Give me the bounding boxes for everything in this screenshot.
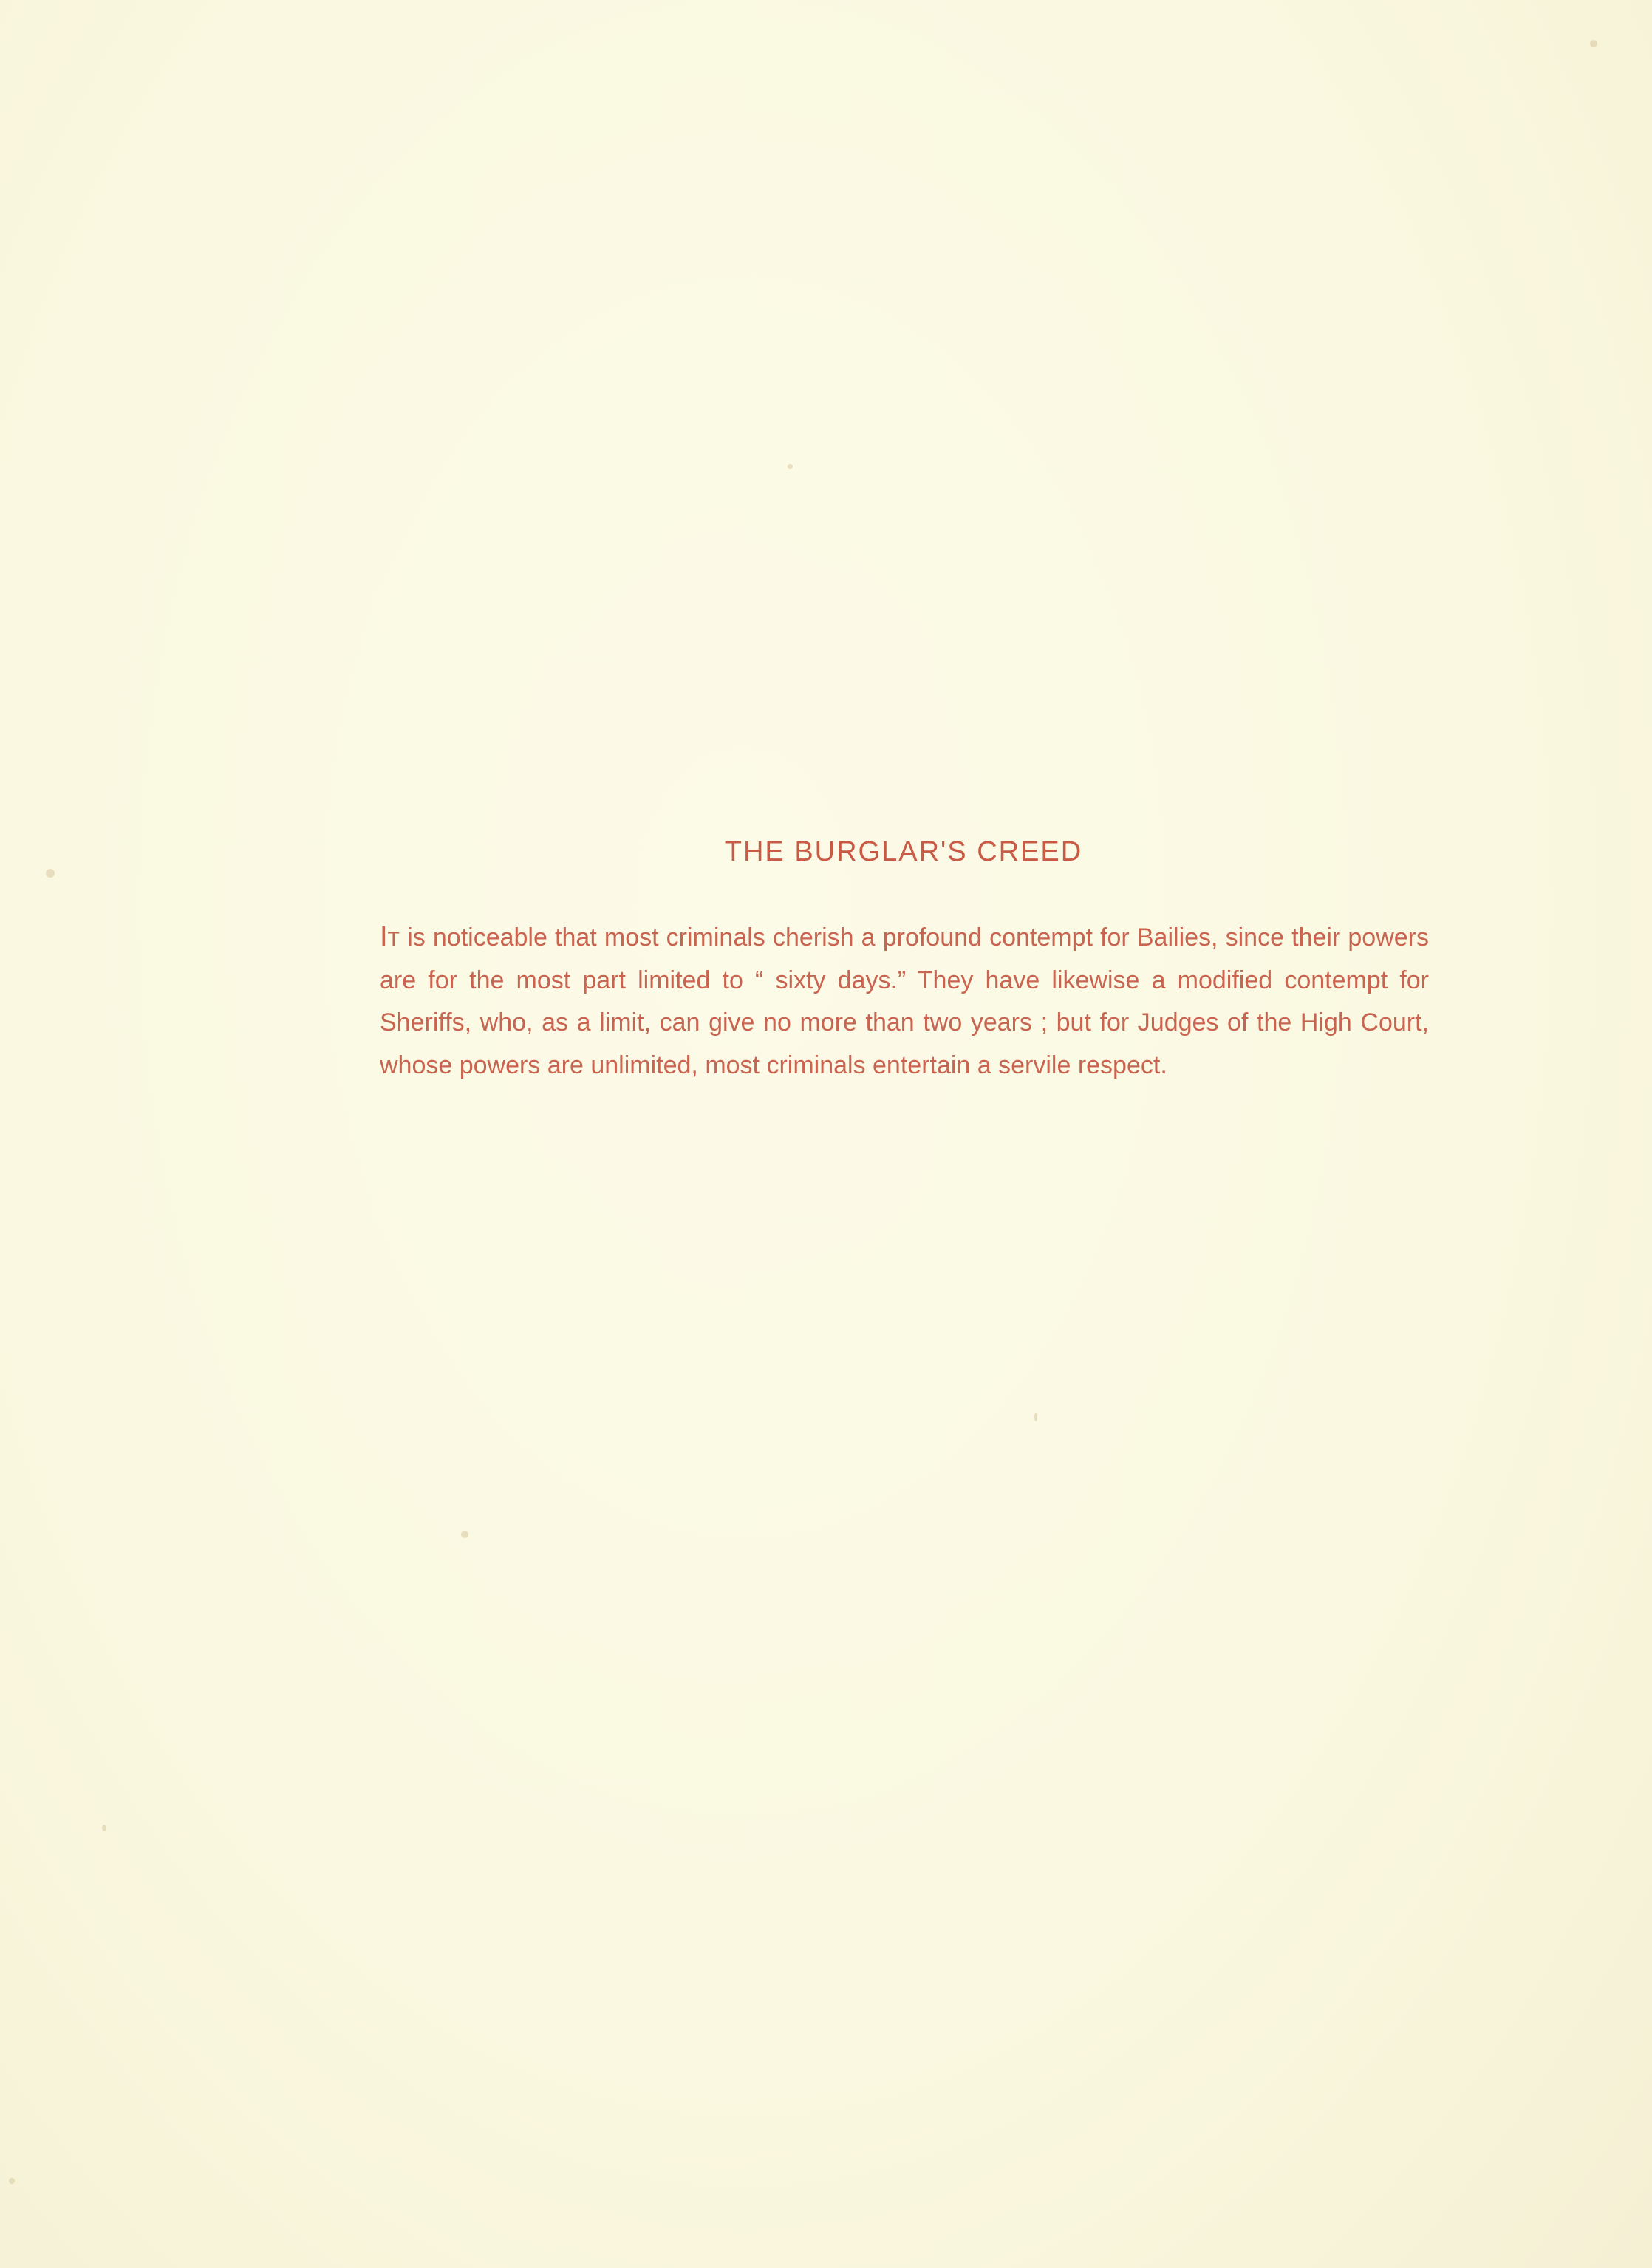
paragraph-lead: It [380, 921, 400, 952]
paper-speck [461, 1531, 468, 1538]
paper-speck [9, 2178, 15, 2184]
paper-speck [102, 1825, 106, 1831]
paragraph-text: is noticeable that most criminals cherish a profound contempt for Bailies, since their powers are for the most part limited to “ sixty days.” They have likewise a modified contempt for Sheriffs, who, as a limit, can give no more than two years ; but for Judges of the High Court, whose powers are unlimited, most criminals entertain a servile respect. [380, 923, 1429, 1079]
paper-speck [788, 464, 793, 469]
body-paragraph [380, 916, 1429, 1087]
paper-speck [1590, 40, 1597, 47]
paper-speck [1034, 1413, 1037, 1421]
paper-speck [46, 869, 55, 878]
page-title: THE BURGLAR'S CREED [724, 836, 1083, 867]
